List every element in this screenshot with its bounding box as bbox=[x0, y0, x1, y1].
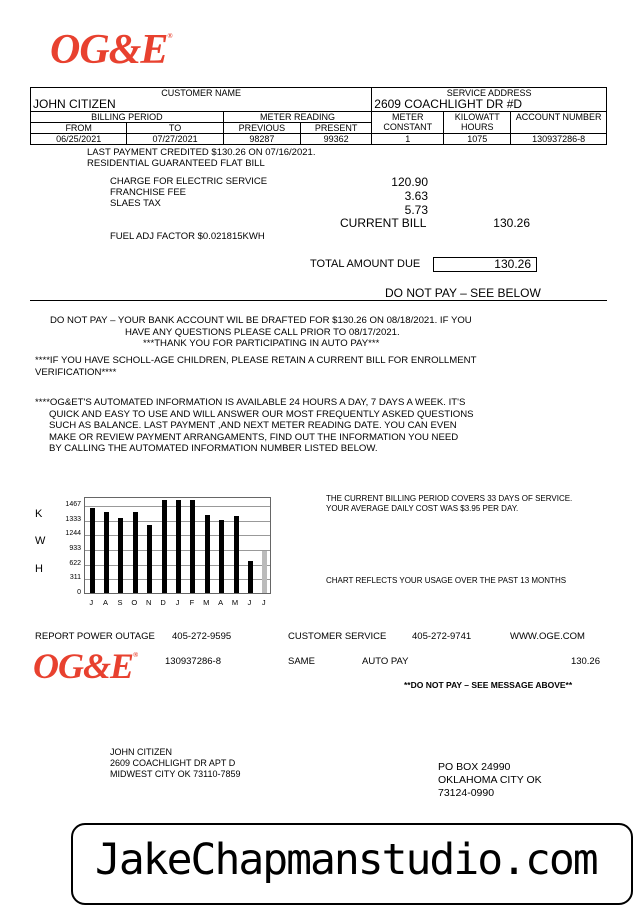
present-reading: 99362 bbox=[301, 134, 372, 145]
x-tick-label: J bbox=[175, 598, 180, 607]
usage-bar bbox=[162, 500, 167, 593]
website-link[interactable]: WWW.OGE.COM bbox=[510, 631, 585, 642]
kwh-label-w: W bbox=[35, 535, 46, 547]
usage-bar bbox=[262, 551, 267, 593]
service-address-cell bbox=[372, 88, 607, 112]
meter-constant: 1 bbox=[372, 134, 444, 145]
oge-logo: OG&E® bbox=[50, 27, 172, 73]
x-tick-label: J bbox=[247, 598, 252, 607]
service-address-label: SERVICE ADDRESS bbox=[446, 88, 532, 98]
stub-account-number: 130937286-8 bbox=[165, 656, 221, 667]
account-summary-table bbox=[30, 87, 607, 145]
y-tick-label: 1333 bbox=[65, 515, 81, 523]
usage-bar bbox=[248, 561, 253, 593]
section-divider bbox=[30, 300, 607, 301]
previous-label: PREVIOUS bbox=[223, 123, 300, 134]
billing-days-note: THE CURRENT BILLING PERIOD COVERS 33 DAYS OF SERVICE. bbox=[326, 494, 573, 503]
usage-bar bbox=[190, 500, 195, 593]
rate-plan: RESIDENTIAL GUARANTEED FLAT BILL bbox=[87, 158, 265, 169]
from-date: 06/25/2021 bbox=[31, 134, 127, 145]
usage-bar bbox=[219, 520, 224, 593]
watermark-text: JakeChapmanstudio.com bbox=[95, 835, 597, 885]
school-message bbox=[35, 355, 476, 378]
x-tick-label: A bbox=[218, 598, 224, 607]
fuel-adjustment: FUEL ADJ FACTOR $0.021815KWH bbox=[110, 231, 265, 242]
daily-cost-note: YOUR AVERAGE DAILY COST WAS $3.95 PER DAY. bbox=[326, 504, 519, 513]
current-bill-label: CURRENT BILL bbox=[340, 216, 427, 230]
charge-label-tax: SLAES TAX bbox=[110, 198, 161, 209]
x-tick-label: J bbox=[89, 598, 94, 607]
automated-line-5: BY CALLING THE AUTOMATED INFORMATION NUMBER LISTED BELOW. bbox=[49, 443, 378, 454]
last-payment-note: LAST PAYMENT CREDITED $130.26 ON 07/16/2021. bbox=[87, 147, 316, 158]
usage-chart-note: CHART REFLECTS YOUR USAGE OVER THE PAST 13 MONTHS bbox=[326, 576, 567, 585]
oge-logo-stub: OG&E® bbox=[33, 646, 138, 686]
x-tick-label: J bbox=[261, 598, 266, 607]
charge-amount-franchise: 3.63 bbox=[404, 189, 428, 203]
x-tick-label: A bbox=[103, 598, 109, 607]
customer-name: JOHN CITIZEN bbox=[33, 97, 116, 111]
usage-bar bbox=[205, 515, 210, 593]
kilowatt-hours: 1075 bbox=[444, 134, 511, 145]
current-bill-amount: 130.26 bbox=[493, 216, 530, 230]
y-tick-label: 0 bbox=[77, 589, 81, 596]
billing-summary bbox=[326, 494, 572, 514]
usage-bar bbox=[118, 518, 123, 593]
total-due-amount: 130.26 bbox=[433, 257, 537, 272]
usage-bar bbox=[234, 516, 239, 593]
charge-label-franchise: FRANCHISE FEE bbox=[110, 187, 187, 198]
outage-phone: 405-272-9595 bbox=[172, 631, 232, 642]
x-tick-label: M bbox=[203, 598, 210, 607]
y-tick-label: 622 bbox=[69, 559, 81, 567]
stub-notice: **DO NOT PAY – SEE MESSAGE ABOVE** bbox=[404, 680, 573, 690]
mailing-line-1: 2609 COACHLIGHT DR APT D bbox=[110, 758, 236, 768]
to-date: 07/27/2021 bbox=[127, 134, 223, 145]
y-tick-label: 933 bbox=[69, 545, 81, 552]
autopay-line-3: ***THANK YOU FOR PARTICIPATING IN AUTO PAY*** bbox=[143, 338, 380, 349]
watermark-banner bbox=[71, 823, 633, 905]
school-line-1: ****IF YOU HAVE SCHOLL-AGE CHILDREN, PLEASE RETAIN A CURRENT BILL FOR ENROLLMENT bbox=[35, 355, 477, 366]
do-not-pay-notice: DO NOT PAY – SEE BELOW bbox=[385, 286, 541, 300]
x-tick-label: S bbox=[117, 598, 123, 607]
previous-reading: 98287 bbox=[223, 134, 300, 145]
usage-bar bbox=[90, 508, 95, 593]
present-label: PRESENT bbox=[301, 123, 372, 134]
customer-name-cell bbox=[31, 88, 372, 112]
stub-auto-pay: AUTO PAY bbox=[362, 656, 409, 667]
automated-line-2: QUICK AND EASY TO USE AND WILL ANSWER OUR MOST FREQUENTLY ASKED QUESTIONS bbox=[49, 408, 474, 420]
y-tick-label: 311 bbox=[69, 574, 81, 582]
x-tick-label: N bbox=[146, 598, 152, 607]
stub-amount: 130.26 bbox=[570, 656, 600, 667]
y-tick-label: 1467 bbox=[65, 501, 81, 508]
x-tick-label: M bbox=[231, 598, 239, 607]
mailing-line-2: MIDWEST CITY OK 73110-7859 bbox=[110, 769, 241, 779]
usage-bar bbox=[176, 500, 181, 593]
remit-line-3: 73124-0990 bbox=[438, 787, 495, 799]
x-tick-label: D bbox=[160, 598, 166, 607]
service-address: 2609 COACHLIGHT DR #D bbox=[374, 97, 523, 111]
mailing-name: JOHN CITIZEN bbox=[110, 747, 172, 757]
customer-name-label: CUSTOMER NAME bbox=[161, 88, 242, 98]
usage-bar bbox=[104, 512, 109, 593]
remit-line-1: PO BOX 24990 bbox=[438, 761, 511, 773]
automated-line-3: SUCH AS BALANCE. LAST PAYMENT ,AND NEXT METER READING DATE. YOU CAN EVEN bbox=[49, 420, 457, 431]
usage-bar bbox=[147, 525, 152, 593]
usage-bar-chart bbox=[84, 497, 271, 594]
kwh-label-k: K bbox=[35, 508, 43, 520]
outage-label: REPORT POWER OUTAGE bbox=[35, 631, 155, 642]
total-due-label: TOTAL AMOUNT DUE bbox=[310, 258, 421, 270]
customer-service-label: CUSTOMER SERVICE bbox=[288, 631, 387, 642]
charge-amount-tax: 5.73 bbox=[404, 203, 428, 217]
automated-line-4: MAKE OR REVIEW PAYMENT ARRANGAMENTS, FIND OUT THE INFORMATION YOU NEED bbox=[49, 431, 459, 443]
automated-line-1: ****OG&ET'S AUTOMATED INFORMATION IS AVAILABLE 24 HOURS A DAY, 7 DAYS A WEEK. IT'S bbox=[35, 397, 466, 408]
meter-constant-label: METER CONSTANT bbox=[372, 112, 444, 134]
charge-amount-electric: 120.90 bbox=[391, 175, 428, 189]
autopay-line-2: HAVE ANY QUESTIONS PLEASE CALL PRIOR TO 08/17/2021. bbox=[125, 326, 400, 338]
usage-bar bbox=[133, 512, 138, 593]
to-label: TO bbox=[127, 123, 223, 134]
remit-address bbox=[438, 761, 542, 800]
autopay-message bbox=[50, 315, 472, 350]
customer-service-phone: 405-272-9741 bbox=[412, 631, 472, 642]
stub-same: SAME bbox=[288, 656, 315, 667]
x-tick-label: F bbox=[189, 598, 195, 607]
y-tick-label: 1244 bbox=[65, 530, 81, 538]
from-label: FROM bbox=[31, 123, 127, 134]
autopay-line-1: DO NOT PAY – YOUR BANK ACCOUNT WIL BE DRAFTED FOR $130.26 ON 08/18/2021. IF YOU bbox=[50, 315, 472, 326]
automated-info-message bbox=[35, 397, 474, 455]
charge-label-electric: CHARGE FOR ELECTRIC SERVICE bbox=[110, 176, 268, 187]
meter-reading-label: METER READING bbox=[223, 112, 372, 123]
school-line-2: VERIFICATION**** bbox=[35, 366, 117, 378]
remit-line-2: OKLAHOMA CITY OK bbox=[438, 774, 542, 786]
account-number-label: ACCOUNT NUMBER bbox=[511, 112, 607, 134]
billing-period-label: BILLING PERIOD bbox=[31, 112, 224, 123]
kilowatt-hours-label: KILOWATT HOURS bbox=[444, 112, 511, 134]
kwh-label-h: H bbox=[35, 563, 43, 575]
account-number: 130937286-8 bbox=[511, 134, 607, 145]
mailing-address bbox=[110, 747, 241, 780]
x-tick-label: O bbox=[131, 598, 138, 607]
